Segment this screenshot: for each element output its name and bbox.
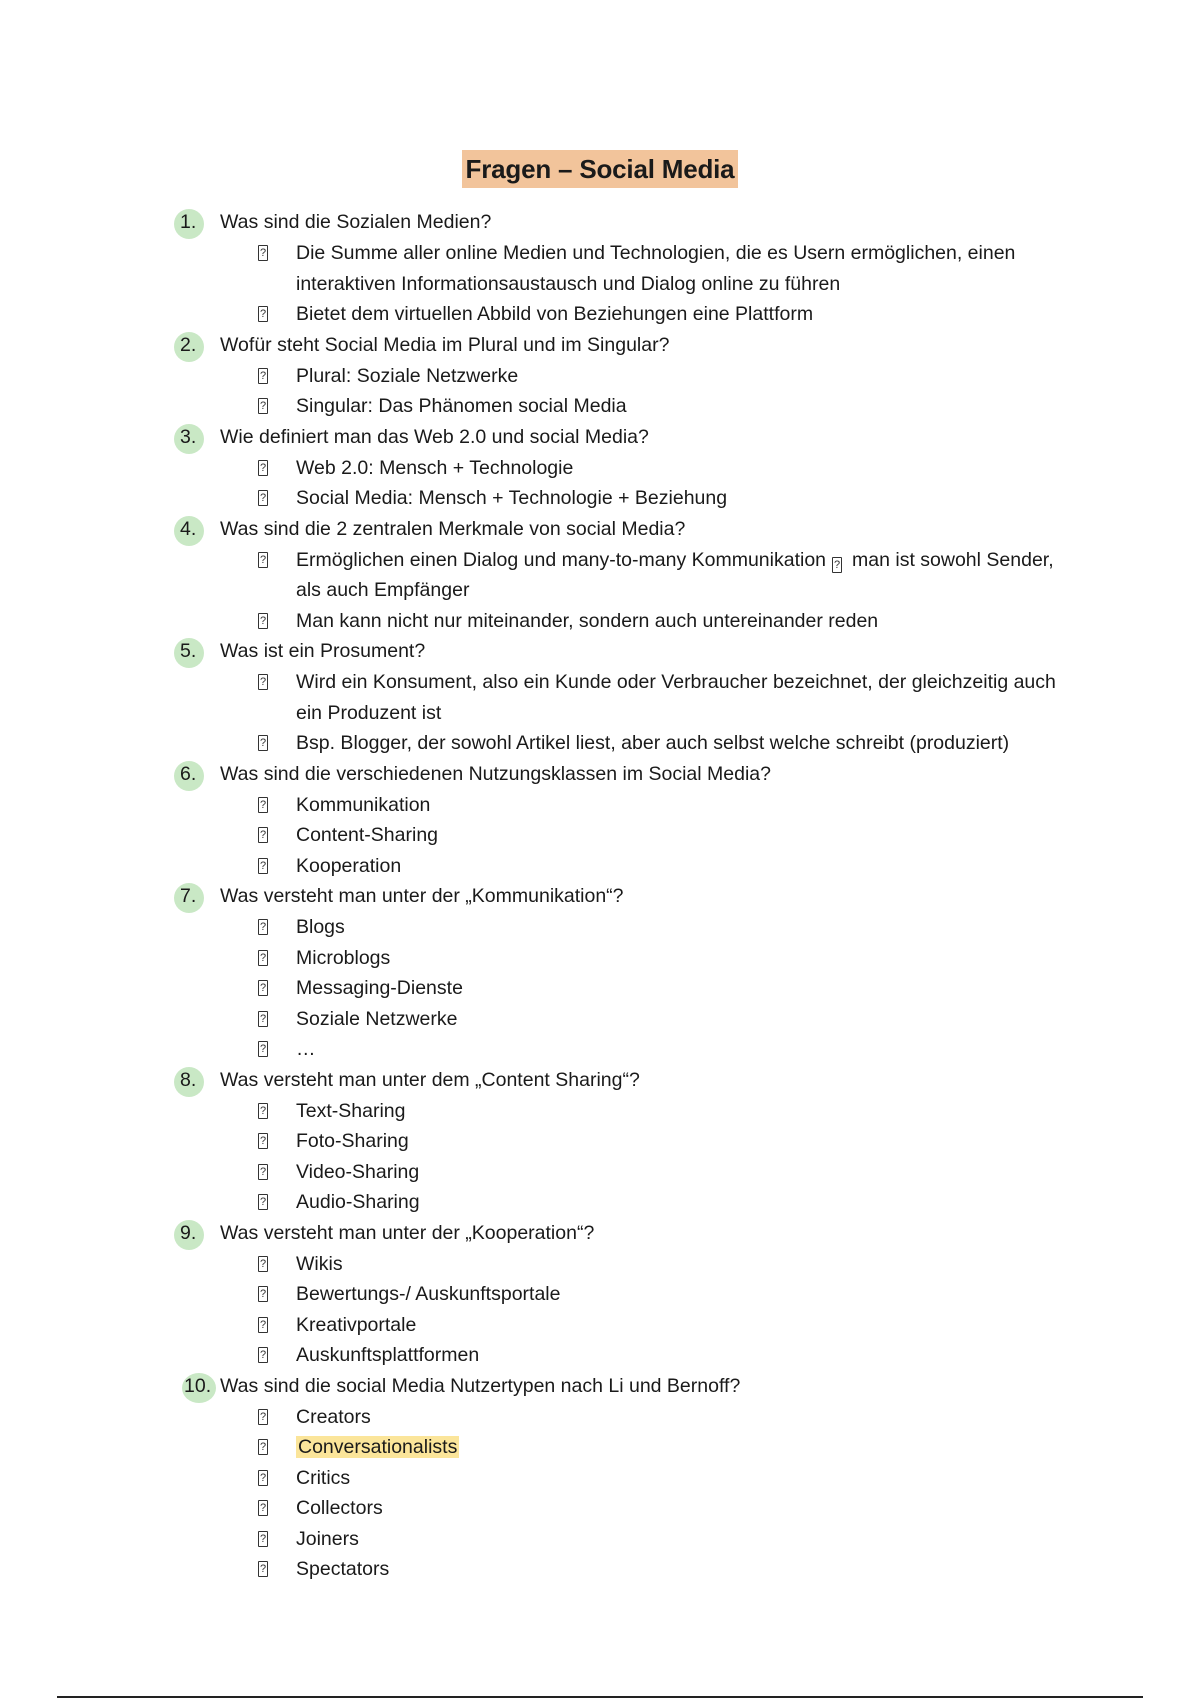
question-number: 8. bbox=[180, 1068, 197, 1091]
question-text: Was sind die verschiedenen Nutzungsklassen im Social Media? bbox=[220, 762, 771, 785]
bullet-text: Blogs bbox=[296, 916, 345, 938]
question-number: 1. bbox=[180, 211, 197, 233]
bullet-icon: ? bbox=[259, 982, 267, 994]
answer-bullet bbox=[170, 1157, 1090, 1188]
bullet-text: Auskunftsplattformen bbox=[296, 1344, 480, 1366]
answer-bullet bbox=[170, 667, 1090, 728]
question-number: 10. bbox=[184, 1374, 212, 1397]
bullet-text: Wikis bbox=[296, 1252, 343, 1275]
bullet-text: Critics bbox=[296, 1466, 351, 1489]
answer-bullet bbox=[170, 1340, 1090, 1371]
bullet-icon: ? bbox=[259, 1410, 267, 1423]
answer-bullet bbox=[170, 1034, 1090, 1065]
question-item bbox=[170, 330, 1090, 361]
question-text: Was sind die social Media Nutzertypen nach Li und Bernoff? bbox=[220, 1374, 741, 1397]
bullet-text: Bietet dem virtuellen Abbild von Beziehungen eine Plattform bbox=[296, 303, 814, 325]
bullet-text: Creators bbox=[296, 1405, 371, 1428]
answer-bullet bbox=[170, 1279, 1090, 1310]
bullet-text: Spectators bbox=[296, 1558, 390, 1580]
answer-bullet bbox=[170, 238, 1090, 299]
answer-bullet bbox=[170, 1554, 1090, 1585]
bullet-icon: ? bbox=[259, 614, 267, 627]
question-item bbox=[170, 1065, 1090, 1096]
question-item bbox=[170, 1371, 1090, 1402]
bullet-icon: ? bbox=[259, 1318, 267, 1331]
bullet-text: … bbox=[296, 1038, 316, 1060]
bullet-icon: ? bbox=[259, 400, 267, 412]
bullet-icon: ? bbox=[259, 369, 267, 382]
question-item bbox=[170, 422, 1090, 453]
bullet-text: Die Summe aller online Medien und Technologien, die es Usern ermöglichen, einen interaktiven Informationsaustausch und Dialog online zu führen bbox=[296, 242, 1016, 295]
bullet-text: Plural: Soziale Netzwerke bbox=[296, 364, 519, 387]
question-item bbox=[170, 207, 1090, 238]
question-item bbox=[170, 1218, 1090, 1249]
question-text: Was versteht man unter dem „Content Sharing“? bbox=[220, 1068, 640, 1091]
bullet-text: Foto-Sharing bbox=[296, 1130, 409, 1152]
bullet-icon: ? bbox=[259, 1104, 267, 1117]
question-number: 9. bbox=[180, 1221, 197, 1244]
bullet-icon: ? bbox=[259, 1563, 267, 1575]
question-text: Was versteht man unter der „Kooperation“? bbox=[220, 1221, 595, 1244]
bullet-icon: ? bbox=[259, 1441, 267, 1453]
question-item bbox=[170, 514, 1090, 545]
answer-bullet bbox=[170, 1187, 1090, 1218]
bullet-icon: ? bbox=[259, 1502, 267, 1514]
bullet-icon: ? bbox=[259, 1532, 267, 1545]
answer-bullet bbox=[170, 1493, 1090, 1524]
bullet-icon: ? bbox=[259, 1012, 267, 1025]
question-text: Was versteht man unter der „Kommunikation“? bbox=[220, 885, 624, 907]
highlighted-bullet-text: Conversationalists bbox=[298, 1436, 458, 1458]
arrow-placeholder-icon: ? bbox=[833, 558, 841, 571]
bullet-text: Bewertungs-/ Auskunftsportale bbox=[296, 1283, 561, 1305]
question-number: 5. bbox=[180, 640, 197, 662]
bullet-text: Microblogs bbox=[296, 946, 391, 969]
bullet-icon: ? bbox=[259, 951, 267, 964]
answer-bullet bbox=[170, 1432, 1090, 1463]
answer-bullet bbox=[170, 790, 1090, 821]
answer-bullet bbox=[170, 912, 1090, 943]
question-number: 2. bbox=[180, 333, 197, 356]
answer-bullet bbox=[170, 391, 1090, 422]
answer-bullet bbox=[170, 851, 1090, 882]
bullet-text: Wird ein Konsument, also ein Kunde oder Verbraucher bezeichnet, der gleichzeitig auch ein Produzent ist bbox=[296, 671, 1056, 724]
question-number: 7. bbox=[180, 885, 197, 907]
answer-bullet bbox=[170, 943, 1090, 974]
answer-bullet bbox=[170, 545, 1090, 606]
bullet-text: Video-Sharing bbox=[296, 1160, 420, 1183]
bullet-icon: ? bbox=[259, 737, 267, 749]
bullet-text: Ermöglichen einen Dialog und many-to-many Kommunikation bbox=[296, 548, 827, 571]
answer-bullet bbox=[170, 1004, 1090, 1035]
question-text: Wofür steht Social Media im Plural und im Singular? bbox=[220, 333, 670, 356]
bullet-text: Singular: Das Phänomen social Media bbox=[296, 395, 627, 417]
bullet-icon: ? bbox=[259, 1196, 267, 1208]
bullet-text: Web 2.0: Mensch + Technologie bbox=[296, 456, 574, 479]
answer-bullet bbox=[170, 1402, 1090, 1433]
answer-bullet bbox=[170, 1524, 1090, 1555]
bullet-icon: ? bbox=[259, 1135, 267, 1147]
bullet-text: Messaging-Dienste bbox=[296, 977, 463, 999]
bullet-icon: ? bbox=[259, 1288, 267, 1300]
bullet-text: Joiners bbox=[296, 1527, 359, 1550]
title-container bbox=[0, 150, 1200, 188]
bullet-icon: ? bbox=[259, 1471, 267, 1484]
question-text: Was ist ein Prosument? bbox=[220, 640, 426, 662]
answer-bullet bbox=[170, 728, 1090, 759]
question-item bbox=[170, 881, 1090, 912]
bullet-icon: ? bbox=[259, 1165, 267, 1178]
bullet-icon: ? bbox=[259, 308, 267, 320]
bullet-text: Collectors bbox=[296, 1497, 383, 1519]
bullet-text: Social Media: Mensch + Technologie + Beziehung bbox=[296, 487, 728, 509]
bullet-icon: ? bbox=[259, 461, 267, 474]
question-text: Was sind die Sozialen Medien? bbox=[220, 211, 492, 233]
question-item bbox=[170, 636, 1090, 667]
bullet-icon: ? bbox=[259, 1043, 267, 1055]
answer-bullet bbox=[170, 973, 1090, 1004]
answer-bullet bbox=[170, 361, 1090, 392]
answer-bullet bbox=[170, 820, 1090, 851]
bullet-icon: ? bbox=[259, 829, 267, 841]
page-title: Fragen – Social Media bbox=[462, 150, 739, 188]
question-text: Wie definiert man das Web 2.0 und social Media? bbox=[220, 425, 649, 448]
bullet-text: Kreativportale bbox=[296, 1313, 417, 1336]
bullet-icon: ? bbox=[259, 859, 267, 872]
bullet-icon: ? bbox=[259, 1349, 267, 1361]
bullet-text: Kommunikation bbox=[296, 793, 431, 816]
bullet-icon: ? bbox=[259, 676, 267, 688]
bullet-text-continued: man ist sowohl Sender, als auch Empfänger bbox=[296, 548, 1054, 601]
question-item bbox=[170, 759, 1090, 790]
bullet-text: Audio-Sharing bbox=[296, 1191, 420, 1213]
question-number: 4. bbox=[180, 517, 197, 540]
answer-bullet bbox=[170, 453, 1090, 484]
question-text: Was sind die 2 zentralen Merkmale von social Media? bbox=[220, 517, 686, 540]
bullet-text: Kooperation bbox=[296, 854, 402, 877]
bullet-icon: ? bbox=[259, 1257, 267, 1270]
answer-bullet bbox=[170, 1096, 1090, 1127]
question-number: 3. bbox=[180, 425, 197, 448]
bullet-icon: ? bbox=[259, 492, 267, 504]
bullet-icon: ? bbox=[259, 553, 267, 566]
bullet-text: Soziale Netzwerke bbox=[296, 1007, 458, 1030]
question-number: 6. bbox=[180, 762, 197, 785]
answer-bullet bbox=[170, 1463, 1090, 1494]
question-list bbox=[170, 207, 1090, 1585]
bullet-text: Bsp. Blogger, der sowohl Artikel liest, aber auch selbst welche schreibt (produziert) bbox=[296, 732, 1010, 754]
answer-bullet bbox=[170, 1126, 1090, 1157]
footer-divider bbox=[57, 1696, 1143, 1698]
answer-bullet bbox=[170, 1249, 1090, 1280]
bullet-text: Content-Sharing bbox=[296, 824, 439, 846]
answer-bullet bbox=[170, 299, 1090, 330]
bullet-text: Man kann nicht nur miteinander, sondern auch untereinander reden bbox=[296, 609, 879, 632]
answer-bullet bbox=[170, 483, 1090, 514]
bullet-icon: ? bbox=[259, 921, 267, 933]
bullet-icon: ? bbox=[259, 798, 267, 811]
bullet-text: Text-Sharing bbox=[296, 1099, 406, 1122]
answer-bullet bbox=[170, 1310, 1090, 1341]
answer-bullet bbox=[170, 606, 1090, 637]
bullet-icon: ? bbox=[259, 247, 267, 259]
